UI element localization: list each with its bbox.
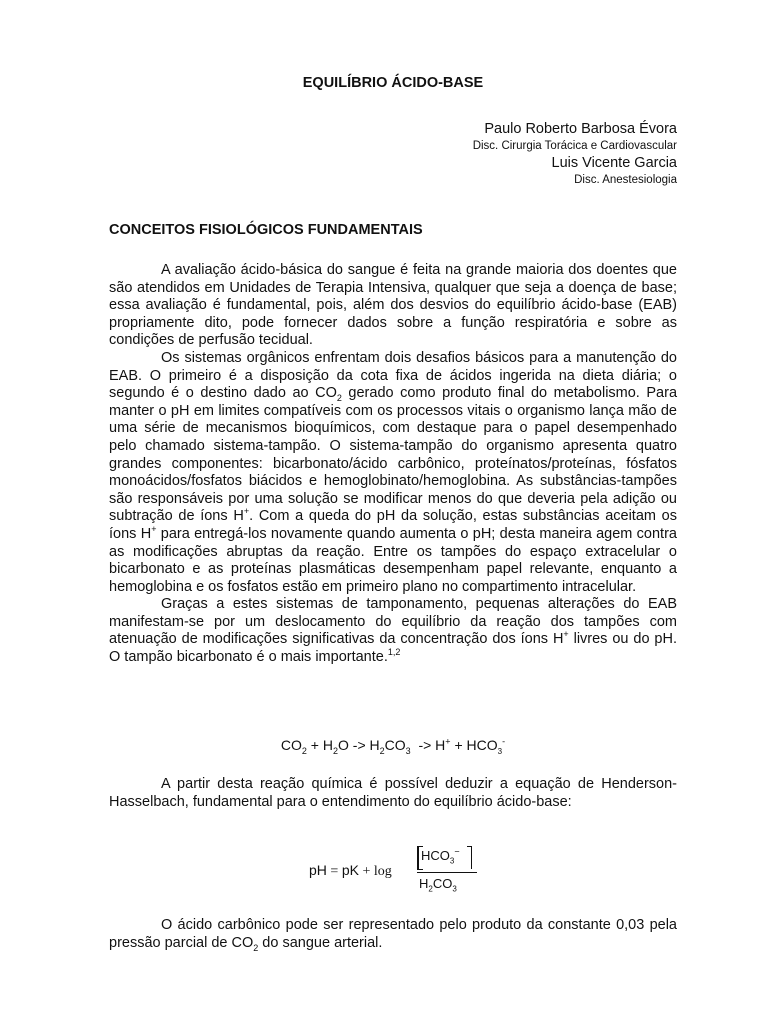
paragraph: A avaliação ácido-básica do sangue é feita na grande maioria dos doentes que são atendidos em Unidades de Terapia Intensiva, qualquer que seja a doença de base; essa avaliação é fundamental, pois, além dos desvios do equilíbrio ácido-base (EAB) propriamente dito, pode fornecer dados sobre a função respiratória e sobre as condições de perfusão tecidual. xyxy=(109,262,677,349)
author-department: Disc. Anestesiologia xyxy=(574,174,677,186)
document-title: EQUILÍBRIO ÁCIDO-BASE xyxy=(302,75,484,91)
body-text-block xyxy=(109,776,677,811)
paragraph: Graças a estes sistemas de tamponamento, pequenas alterações do EAB manifestam-se por um deslocamento do equilíbrio da reação dos tampões com atenuação de modificações significativas da concentração dos íons H+ livres ou do pH. O tampão bicarbonato é o mais importante.$^{1,2}$ xyxy=(109,596,677,666)
equation-numerator: $HCO_3^-$ xyxy=(421,846,460,866)
document-page xyxy=(109,0,677,1024)
paragraph: A partir desta reação química é possível deduzir a equação de Henderson-Hasselbach, fundamental para o entendimento do equilíbrio ácido-base: xyxy=(109,776,677,810)
reference-marker: 1,2 xyxy=(387,647,401,658)
paragraph: Os sistemas orgânicos enfrentam dois desafios básicos para a manutenção do EAB. O primeiro é a disposição da cota fixa de ácidos ingerida na dieta diária; o segundo é o destino dado ao $CO_2$ gerado como produto final do metabolismo. Para manter o pH em limites compatíveis com os processos vitais o organismo lança mão de uma série de mecanismos bioquímicos, com destaque para o papel desempenhado pelo chamado sistema-tampão. O sistema-tampão do organismo apresenta quatro grandes componentes: bicarbonato/ácido carbônico, proteínatos/proteínas, fósfatos monoácidos/fosfatos biácidos e hemoglobinato/hemoglobina. As substâncias-tampões são responsáveis por uma solução se modificar menos do que deveria pela adição ou subtração de íons H+. Com a queda do pH da solução, estas substâncias aceitam os íons H+ para entregá-los novamente quando aumenta o pH; desta maneira agem contra as modificações abruptas da reação. Entre os tampões do espaço extracelular o bicarbonato e as proteínas plasmáticas desempenham papel relevante, enquanto a hemoglobina e os fosfatos estão em primeiro plano no compartimento intracelular. xyxy=(109,349,678,595)
author-name: Luis Vicente Garcia xyxy=(551,155,677,171)
equation-lhs: pH = pK + log xyxy=(309,862,392,879)
fraction-line xyxy=(417,872,477,873)
paragraph: O ácido carbônico pode ser representado pelo produto da constante 0,03 pela pressão parcial de $CO_2$ do sangue arterial. xyxy=(109,917,677,953)
author-name: Paulo Roberto Barbosa Évora xyxy=(484,121,677,137)
bracket-right xyxy=(467,846,472,869)
chemical-reaction: $CO_2 + H_2O -> H_2CO_3 -> H^+ + HCO_3^-$ xyxy=(280,736,506,756)
equation-denominator: $H_2CO_3$ xyxy=(419,876,457,894)
section-heading: CONCEITOS FISIOLÓGICOS FUNDAMENTAIS xyxy=(109,222,423,238)
body-text-block xyxy=(109,262,677,667)
author-department: Disc. Cirurgia Torácica e Cardiovascular xyxy=(472,140,677,152)
henderson-hasselbach-equation xyxy=(309,846,509,896)
author-block xyxy=(473,120,677,188)
body-text-block xyxy=(109,917,677,952)
